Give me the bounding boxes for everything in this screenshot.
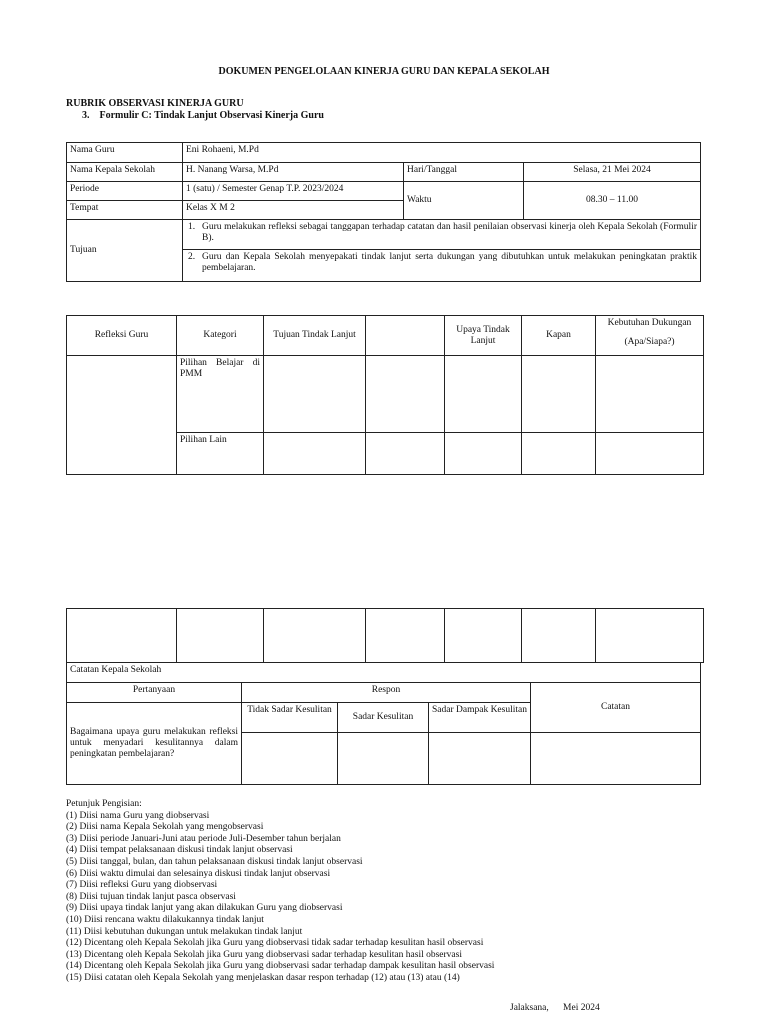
tidak-sadar-cell <box>242 733 338 785</box>
cell-blank <box>445 609 522 663</box>
petunjuk-item: (3) Diisi periode Januari-Juni atau periode Juli-Desember tahun berjalan <box>66 833 341 844</box>
petunjuk-item: (14) Dicentang oleh Kepala Sekolah jika Guru yang diobservasi sadar terhadap dampak kesulitan hasil observasi <box>66 961 495 972</box>
hari-label: Hari/Tanggal <box>404 163 524 182</box>
tujuan-label: Tujuan <box>67 220 183 282</box>
tujuan-item-1 <box>183 220 701 250</box>
petunjuk-item: (10) Diisi rencana waktu dilakukannya tindak lanjut <box>66 914 264 925</box>
tempat-value: Kelas X M 2 <box>183 201 404 220</box>
petunjuk-section <box>66 799 494 985</box>
refleksi-cell <box>67 356 177 475</box>
tujuan-text-1: Guru melakukan refleksi sebagai tanggapan terhadap catatan dan hasil penilaian observasi kinerja oleh Kepala Sekolah (Formulir B). <box>202 222 698 243</box>
pertanyaan-header: Pertanyaan <box>67 683 242 703</box>
cell-blank <box>366 433 445 475</box>
petunjuk-item: (6) Diisi waktu dimulai dan selesainya diskusi tindak lanjut observasi <box>66 868 331 879</box>
tempat-label: Tempat <box>67 201 183 220</box>
respon-header: Respon <box>242 683 531 703</box>
kepala-value: H. Nanang Warsa, M.Pd <box>183 163 404 182</box>
header-kebutuhan-line2: (Apa/Siapa?) <box>624 337 675 347</box>
petunjuk-item: (8) Diisi tujuan tindak lanjut pasca observasi <box>66 891 236 902</box>
petunjuk-item: (9) Diisi upaya tindak lanjut yang akan dilakukan Guru yang diobservasi <box>66 903 343 914</box>
header-tujuan: Tujuan Tindak Lanjut <box>264 316 366 356</box>
kategori-pmm: Pilihan Belajar di PMM <box>177 356 264 433</box>
petunjuk-title: Petunjuk Pengisian: <box>66 799 142 809</box>
cell-blank <box>264 356 366 433</box>
cell-blank <box>445 433 522 475</box>
petunjuk-item: (5) Diisi tanggal, bulan, dan tahun pelaksanaan diskusi tindak lanjut observasi <box>66 856 363 867</box>
header-blank <box>366 316 445 356</box>
cell-blank <box>366 609 445 663</box>
tujuan-num-2: 2. <box>188 252 196 262</box>
kategori-lain: Pilihan Lain <box>177 433 264 475</box>
catatan-cell <box>531 733 701 785</box>
tujuan-text-2: Guru dan Kepala Sekolah menyepakati tindak lanjut serta dukungan yang dibutuhkan untuk melakukan peningkatan praktik pembelajaran. <box>202 252 698 273</box>
catatan-table <box>66 662 701 785</box>
header-kategori: Kategori <box>177 316 264 356</box>
cell-blank <box>177 609 264 663</box>
cell-blank <box>445 356 522 433</box>
nama-guru-value: Eni Rohaeni, M.Pd <box>183 143 701 163</box>
cell-blank <box>264 609 366 663</box>
petunjuk-item: (12) Dicentang oleh Kepala Sekolah jika Guru yang diobservasi tidak sadar terhadap kesulitan hasil observasi <box>66 938 484 949</box>
petunjuk-item: (4) Diisi tempat pelaksanaan diskusi tindak lanjut observasi <box>66 845 293 856</box>
petunjuk-item: (11) Diisi kebutuhan dukungan untuk melakukan tindak lanjut <box>66 926 303 937</box>
waktu-label: Waktu <box>404 182 524 220</box>
document-title: DOKUMEN PENGELOLAAN KINERJA GURU DAN KEPALA SEKOLAH <box>218 66 550 77</box>
cell-blank <box>522 609 596 663</box>
rubrik-title: RUBRIK OBSERVASI KINERJA GURU <box>66 98 244 109</box>
sadar-dampak-cell <box>429 733 531 785</box>
formulir-title: 3. Formulir C: Tindak Lanjut Observasi Kinerja Guru <box>82 110 324 121</box>
refleksi-table <box>66 315 704 475</box>
cell-blank <box>596 609 704 663</box>
petunjuk-item: (15) Diisi catatan oleh Kepala Sekolah yang menjelaskan dasar respon terhadap (12) atau (13) atau (14) <box>66 972 460 983</box>
header-kebutuhan <box>596 316 704 356</box>
periode-label: Periode <box>67 182 183 201</box>
cell-blank <box>264 433 366 475</box>
kepala-label: Nama Kepala Sekolah <box>67 163 183 182</box>
cell-blank <box>522 433 596 475</box>
sadar-header: Sadar Kesulitan <box>338 703 429 733</box>
header-kapan: Kapan <box>522 316 596 356</box>
petunjuk-item: (7) Diisi refleksi Guru yang diobservasi <box>66 880 218 891</box>
header-refleksi: Refleksi Guru <box>67 316 177 356</box>
place-date: Jalaksana, Mei 2024 <box>510 1003 600 1013</box>
catatan-title: Catatan Kepala Sekolah <box>67 663 701 683</box>
cell-blank <box>596 356 704 433</box>
periode-value: 1 (satu) / Semester Genap T.P. 2023/2024 <box>183 182 404 201</box>
tujuan-item-2 <box>183 250 701 282</box>
cell-blank <box>67 609 177 663</box>
petunjuk-item: (13) Dicentang oleh Kepala Sekolah jika Guru yang diobservasi sadar terhadap kesulitan hasil observasi <box>66 949 462 960</box>
catatan-header: Catatan <box>531 683 701 733</box>
petunjuk-item: (2) Diisi nama Kepala Sekolah yang mengobservasi <box>66 822 264 833</box>
nama-guru-label: Nama Guru <box>67 143 183 163</box>
petunjuk-item: (1) Diisi nama Guru yang diobservasi <box>66 810 210 821</box>
tujuan-num-1: 1. <box>188 222 196 232</box>
tidak-sadar-header: Tidak Sadar Kesulitan <box>242 703 338 733</box>
hari-value: Selasa, 21 Mei 2024 <box>524 163 701 182</box>
question-cell: Bagaimana upaya guru melakukan refleksi untuk menyadari kesulitannya dalam peningkatan pembelajaran? <box>67 703 242 785</box>
cell-blank <box>366 356 445 433</box>
header-kebutuhan-line1: Kebutuhan Dukungan <box>607 318 692 328</box>
info-table <box>66 142 701 282</box>
cell-blank <box>596 433 704 475</box>
header-upaya: Upaya Tindak Lanjut <box>445 316 522 356</box>
sadar-cell <box>338 733 429 785</box>
cell-blank <box>522 356 596 433</box>
waktu-value: 08.30 – 11.00 <box>524 182 701 220</box>
refleksi-continuation-table <box>66 608 704 663</box>
sadar-dampak-header: Sadar Dampak Kesulitan <box>429 703 531 733</box>
